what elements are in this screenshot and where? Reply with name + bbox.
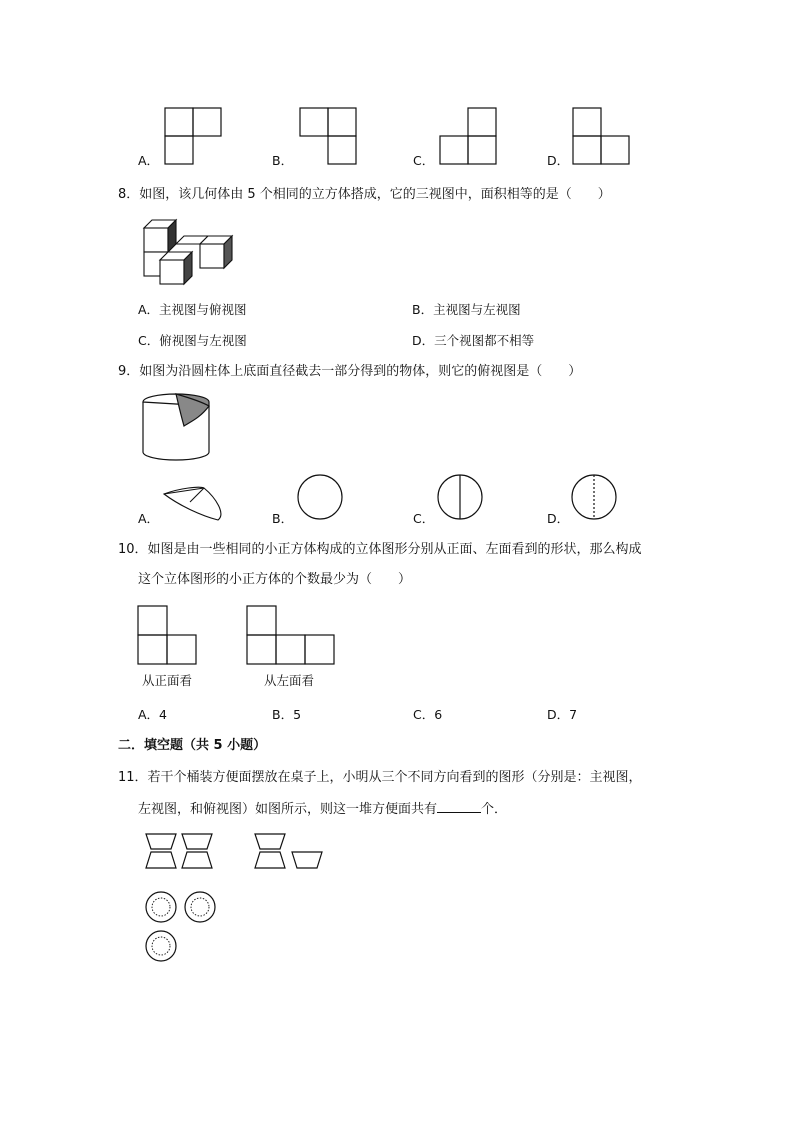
q7-figure-a [160,107,224,167]
q7-label-d: D． [547,153,570,168]
q9-label-b: B． [272,511,294,526]
q11-stem-line1: 11．若干个桶装方便面摆放在桌子上，小明从三个不同方向看到的图形（分别是：主视图， [118,770,642,785]
q8-option-a: A．主视图与俯视图 [138,302,247,317]
q8-option-d: D．三个视图都不相等 [412,333,535,348]
q10-option-c: C．6 [413,707,443,722]
q10-option-d: D．7 [547,707,578,722]
q10-stem-line2: 这个立体图形的小正方体的个数最少为（ ） [138,572,412,587]
q7-figure-c [436,107,500,167]
q10-caption-front: 从正面看 [142,673,193,688]
q7-figure-d [570,107,634,167]
q7-figure-b [296,107,360,167]
q8-cube-figure [140,216,236,288]
q9-label-a: A． [138,511,160,526]
q10-front-view [137,605,201,667]
section-title-fill-blank: 二．填空题（共 5 小题） [118,738,267,753]
q8-option-b: B．主视图与左视图 [412,302,521,317]
q7-label-a: A． [138,153,160,168]
answer-blank[interactable] [437,800,481,813]
q11-stem-before-blank: 左视图，和俯视图）如图所示，则这一堆方便面共有 [138,802,438,817]
q11-stem-after-blank: 个． [481,802,508,817]
q9-label-c: C． [413,511,435,526]
q9-figure-d [570,475,618,523]
q10-option-b: B．5 [272,707,302,722]
q10-caption-left: 从左面看 [264,673,315,688]
q9-figure-a [160,486,224,524]
q9-figure-b [296,475,344,523]
q11-left-view [252,832,328,872]
q7-label-b: B． [272,153,294,168]
q10-stem-line1: 10．如图是由一些相同的小正方体构成的立体图形分别从正面、左面看到的形状，那么构成 [118,542,642,557]
q10-option-a: A．4 [138,707,168,722]
q9-figure-c [436,475,484,523]
q11-top-view [144,890,220,964]
q11-front-view [144,832,220,872]
q7-label-c: C． [413,153,435,168]
q8-option-c: C．俯视图与左视图 [138,333,247,348]
q9-stem: 9．如图为沿圆柱体上底面直径截去一部分得到的物体，则它的俯视图是（ ） [118,364,582,379]
q9-cut-cylinder-figure [140,392,212,464]
q11-stem-line2 [138,800,507,819]
q8-stem: 8．如图，该几何体由 5 个相同的立方体搭成，它的三视图中，面积相等的是（ ） [118,187,611,202]
q9-label-d: D． [547,511,570,526]
q10-left-view [246,605,338,667]
